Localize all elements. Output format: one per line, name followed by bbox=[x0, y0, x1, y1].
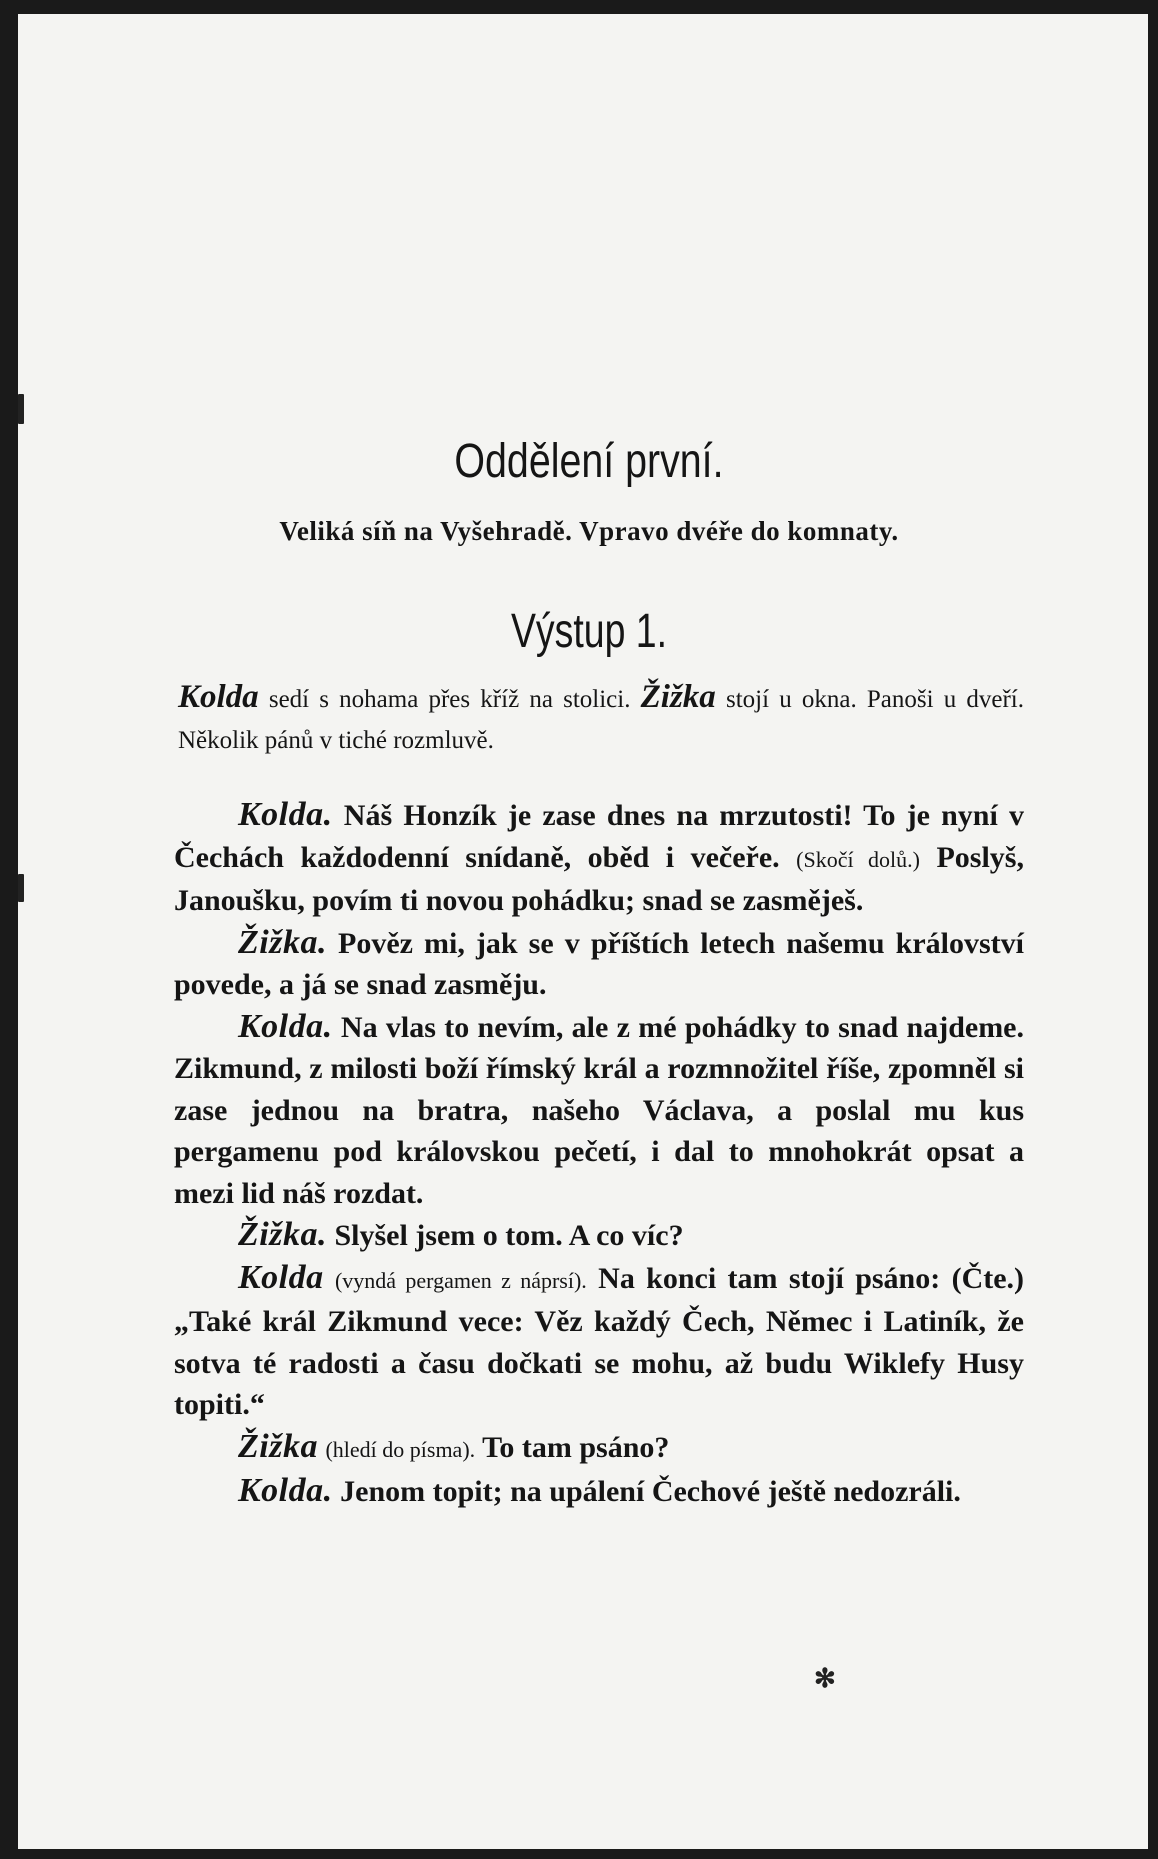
speech bbox=[174, 794, 1024, 922]
speech bbox=[174, 1214, 1024, 1257]
act-title: Oddělení první. bbox=[454, 435, 724, 488]
speech-text: Slyšel jsem o tom. A co víc? bbox=[326, 1219, 684, 1252]
speech-text: Na vlas to nevím, ale z mé pohádky to snad najdeme. Zikmund, z milosti boží římský král a rozmnožitel říše, zpomněl si zase jednou na bratra, našeho Václava, a poslal mu kus pergamenu pod královskou pečetí, i dal to mnohokrát opsat a mezi lid náš rozdat. bbox=[174, 1010, 1024, 1210]
stage-aside: (vyndá pergamen z náprsí). bbox=[334, 1267, 587, 1293]
speaker-name: Žižka bbox=[238, 1427, 318, 1465]
stage-direction-text: sedí s nohama přes kříž na stolici. bbox=[258, 686, 641, 713]
stage-direction bbox=[178, 677, 1024, 761]
character-name: Kolda bbox=[178, 679, 259, 715]
scan-edge-mark bbox=[18, 394, 24, 424]
speaker-name: Kolda. bbox=[238, 1472, 333, 1509]
ornament-icon: ✻ bbox=[814, 1664, 836, 1693]
scan-edge-mark bbox=[18, 874, 24, 902]
stage-aside: (Skočí dolů.) bbox=[796, 846, 920, 872]
speech-text: Náš Honzík je zase dnes na mrzutosti! To je nyní v Čechách každodenní snídaně, oběd i večeře. bbox=[174, 799, 1024, 874]
speaker-name: Žižka. bbox=[238, 923, 327, 961]
speech-text: Jenom topit; na upálení Čechové ještě nedozráli. bbox=[332, 1475, 961, 1508]
speech bbox=[174, 1470, 1024, 1513]
speech-text bbox=[324, 1262, 335, 1295]
speaker-name: Žižka. bbox=[238, 1216, 327, 1253]
dialogue bbox=[174, 794, 1024, 1513]
speaker-name: Kolda bbox=[238, 1258, 324, 1296]
setting-description: Veliká síň na Vyšehradě. Vpravo dvéře do komnaty. bbox=[279, 516, 899, 546]
scene-title: Výstup 1. bbox=[510, 605, 668, 658]
stage-direction-text: stojí u okna. Panoši u dveří. Několik pánů v tiché rozmluvě. bbox=[178, 686, 1024, 754]
speech-text: To tam psáno? bbox=[475, 1430, 670, 1464]
speech bbox=[174, 1006, 1024, 1215]
book-page bbox=[18, 14, 1148, 1849]
speech-text: Poslyš, Janoušku, povím ti novou pohádku; snad se zasměješ. bbox=[174, 840, 1024, 917]
speech-text: Pověz mi, jak se v příštích letech našemu království povede, a já se snad zasměju. bbox=[174, 926, 1024, 1001]
speech-text: Na konci tam stojí psáno: (Čte.) „Také král Zikmund vece: Věz každý Čech, Němec i Latiník, že sotva té radosti a času dočkati se mohu, až budu Wiklefy Husy topiti.“ bbox=[174, 1261, 1025, 1421]
speech bbox=[174, 922, 1024, 1006]
speech bbox=[174, 1257, 1024, 1426]
stage-aside: (hledí do písma). bbox=[325, 1436, 476, 1462]
speaker-name: Kolda. bbox=[238, 1007, 333, 1045]
speaker-name: Kolda. bbox=[238, 796, 333, 833]
character-name: Žižka bbox=[640, 679, 716, 715]
speech bbox=[174, 1426, 1024, 1471]
